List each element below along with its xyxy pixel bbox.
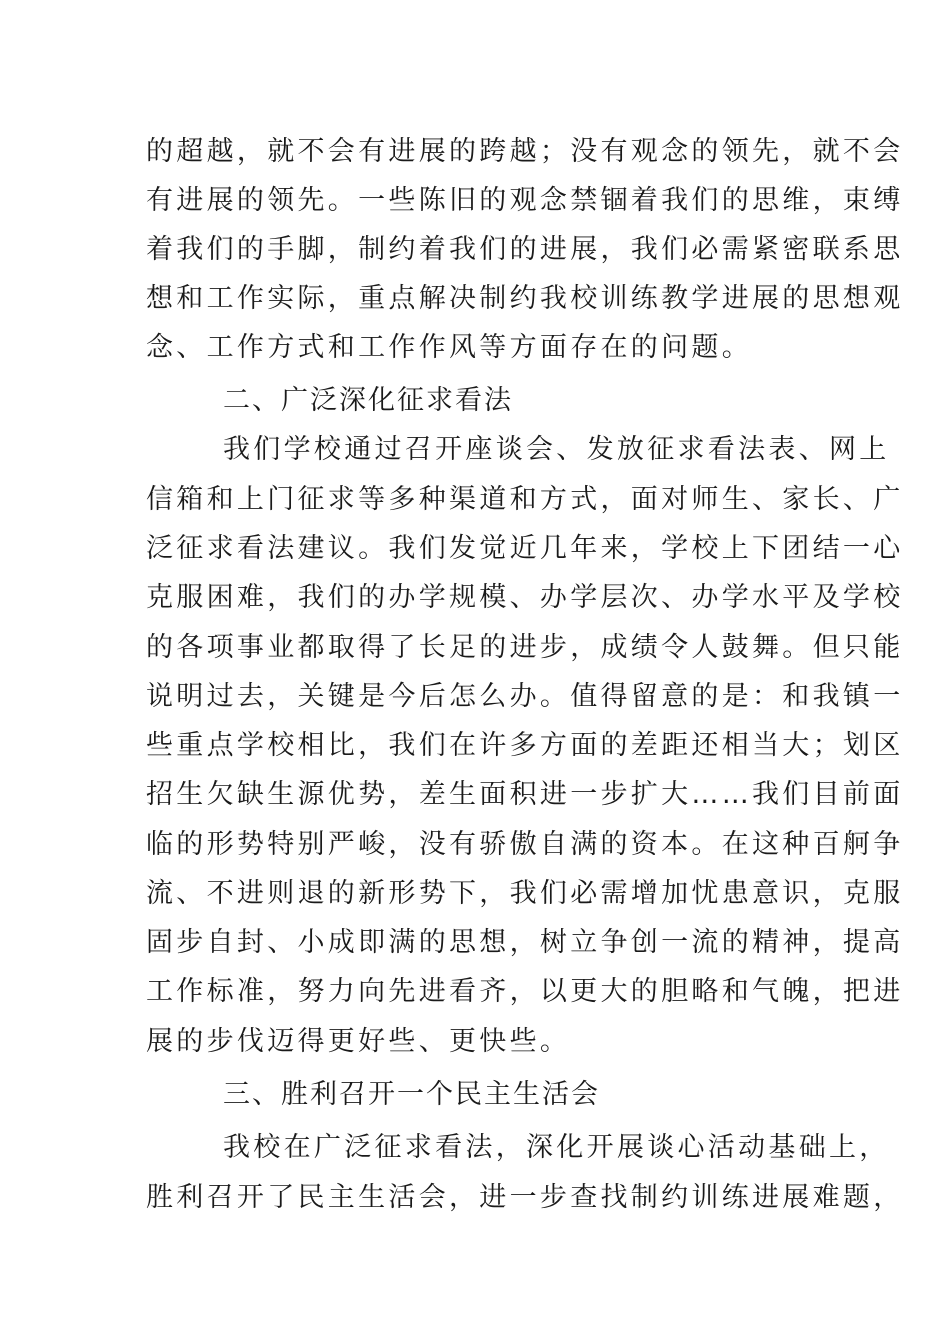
paragraph-line: 信箱和上门征求等多种渠道和方式，面对师生、家长、广 bbox=[146, 484, 904, 515]
paragraph-line: 着我们的手脚，制约着我们的进展，我们必需紧密联系思 bbox=[146, 234, 904, 265]
paragraph-line: 念、工作方式和工作作风等方面存在的问题。 bbox=[146, 332, 752, 363]
paragraph-line: 工作标准，努力向先进看齐，以更大的胆略和气魄，把进 bbox=[146, 976, 904, 1007]
paragraph-line: 克服困难，我们的办学规模、办学层次、办学水平及学校 bbox=[146, 582, 904, 613]
paragraph-line: 我校在广泛征求看法，深化开展谈心活动基础上， bbox=[223, 1132, 890, 1163]
paragraph-line: 想和工作实际，重点解决制约我校训练教学进展的思想观 bbox=[146, 283, 904, 314]
paragraph-line: 说明过去，关键是今后怎么办。值得留意的是：和我镇一 bbox=[146, 681, 904, 712]
paragraph-line: 流、不进则退的新形势下，我们必需增加忧患意识，克服 bbox=[146, 878, 904, 909]
paragraph-line: 我们学校通过召开座谈会、发放征求看法表、网上 bbox=[223, 434, 890, 465]
paragraph-line: 固步自封、小成即满的思想，树立争创一流的精神，提高 bbox=[146, 927, 904, 958]
paragraph-line: 临的形势特别严峻，没有骄傲自满的资本。在这种百舸争 bbox=[146, 829, 904, 860]
section-heading: 二、广泛深化征求看法 bbox=[223, 385, 513, 416]
paragraph-line: 的各项事业都取得了长足的进步，成绩令人鼓舞。但只能 bbox=[146, 632, 904, 663]
paragraph-line: 泛征求看法建议。我们发觉近几年来，学校上下团结一心 bbox=[146, 533, 904, 564]
section-heading: 三、胜利召开一个民主生活会 bbox=[223, 1079, 600, 1110]
paragraph-line: 展的步伐迈得更好些、更快些。 bbox=[146, 1026, 571, 1057]
paragraph-line: 有进展的领先。一些陈旧的观念禁锢着我们的思维，束缚 bbox=[146, 185, 904, 216]
paragraph-line: 些重点学校相比，我们在许多方面的差距还相当大；划区 bbox=[146, 730, 904, 761]
paragraph-line: 胜利召开了民主生活会，进一步查找制约训练进展难题， bbox=[146, 1182, 904, 1213]
paragraph-line: 的超越，就不会有进展的跨越；没有观念的领先，就不会 bbox=[146, 136, 904, 167]
paragraph-line: 招生欠缺生源优势，差生面积进一步扩大……我们目前面 bbox=[146, 779, 904, 810]
